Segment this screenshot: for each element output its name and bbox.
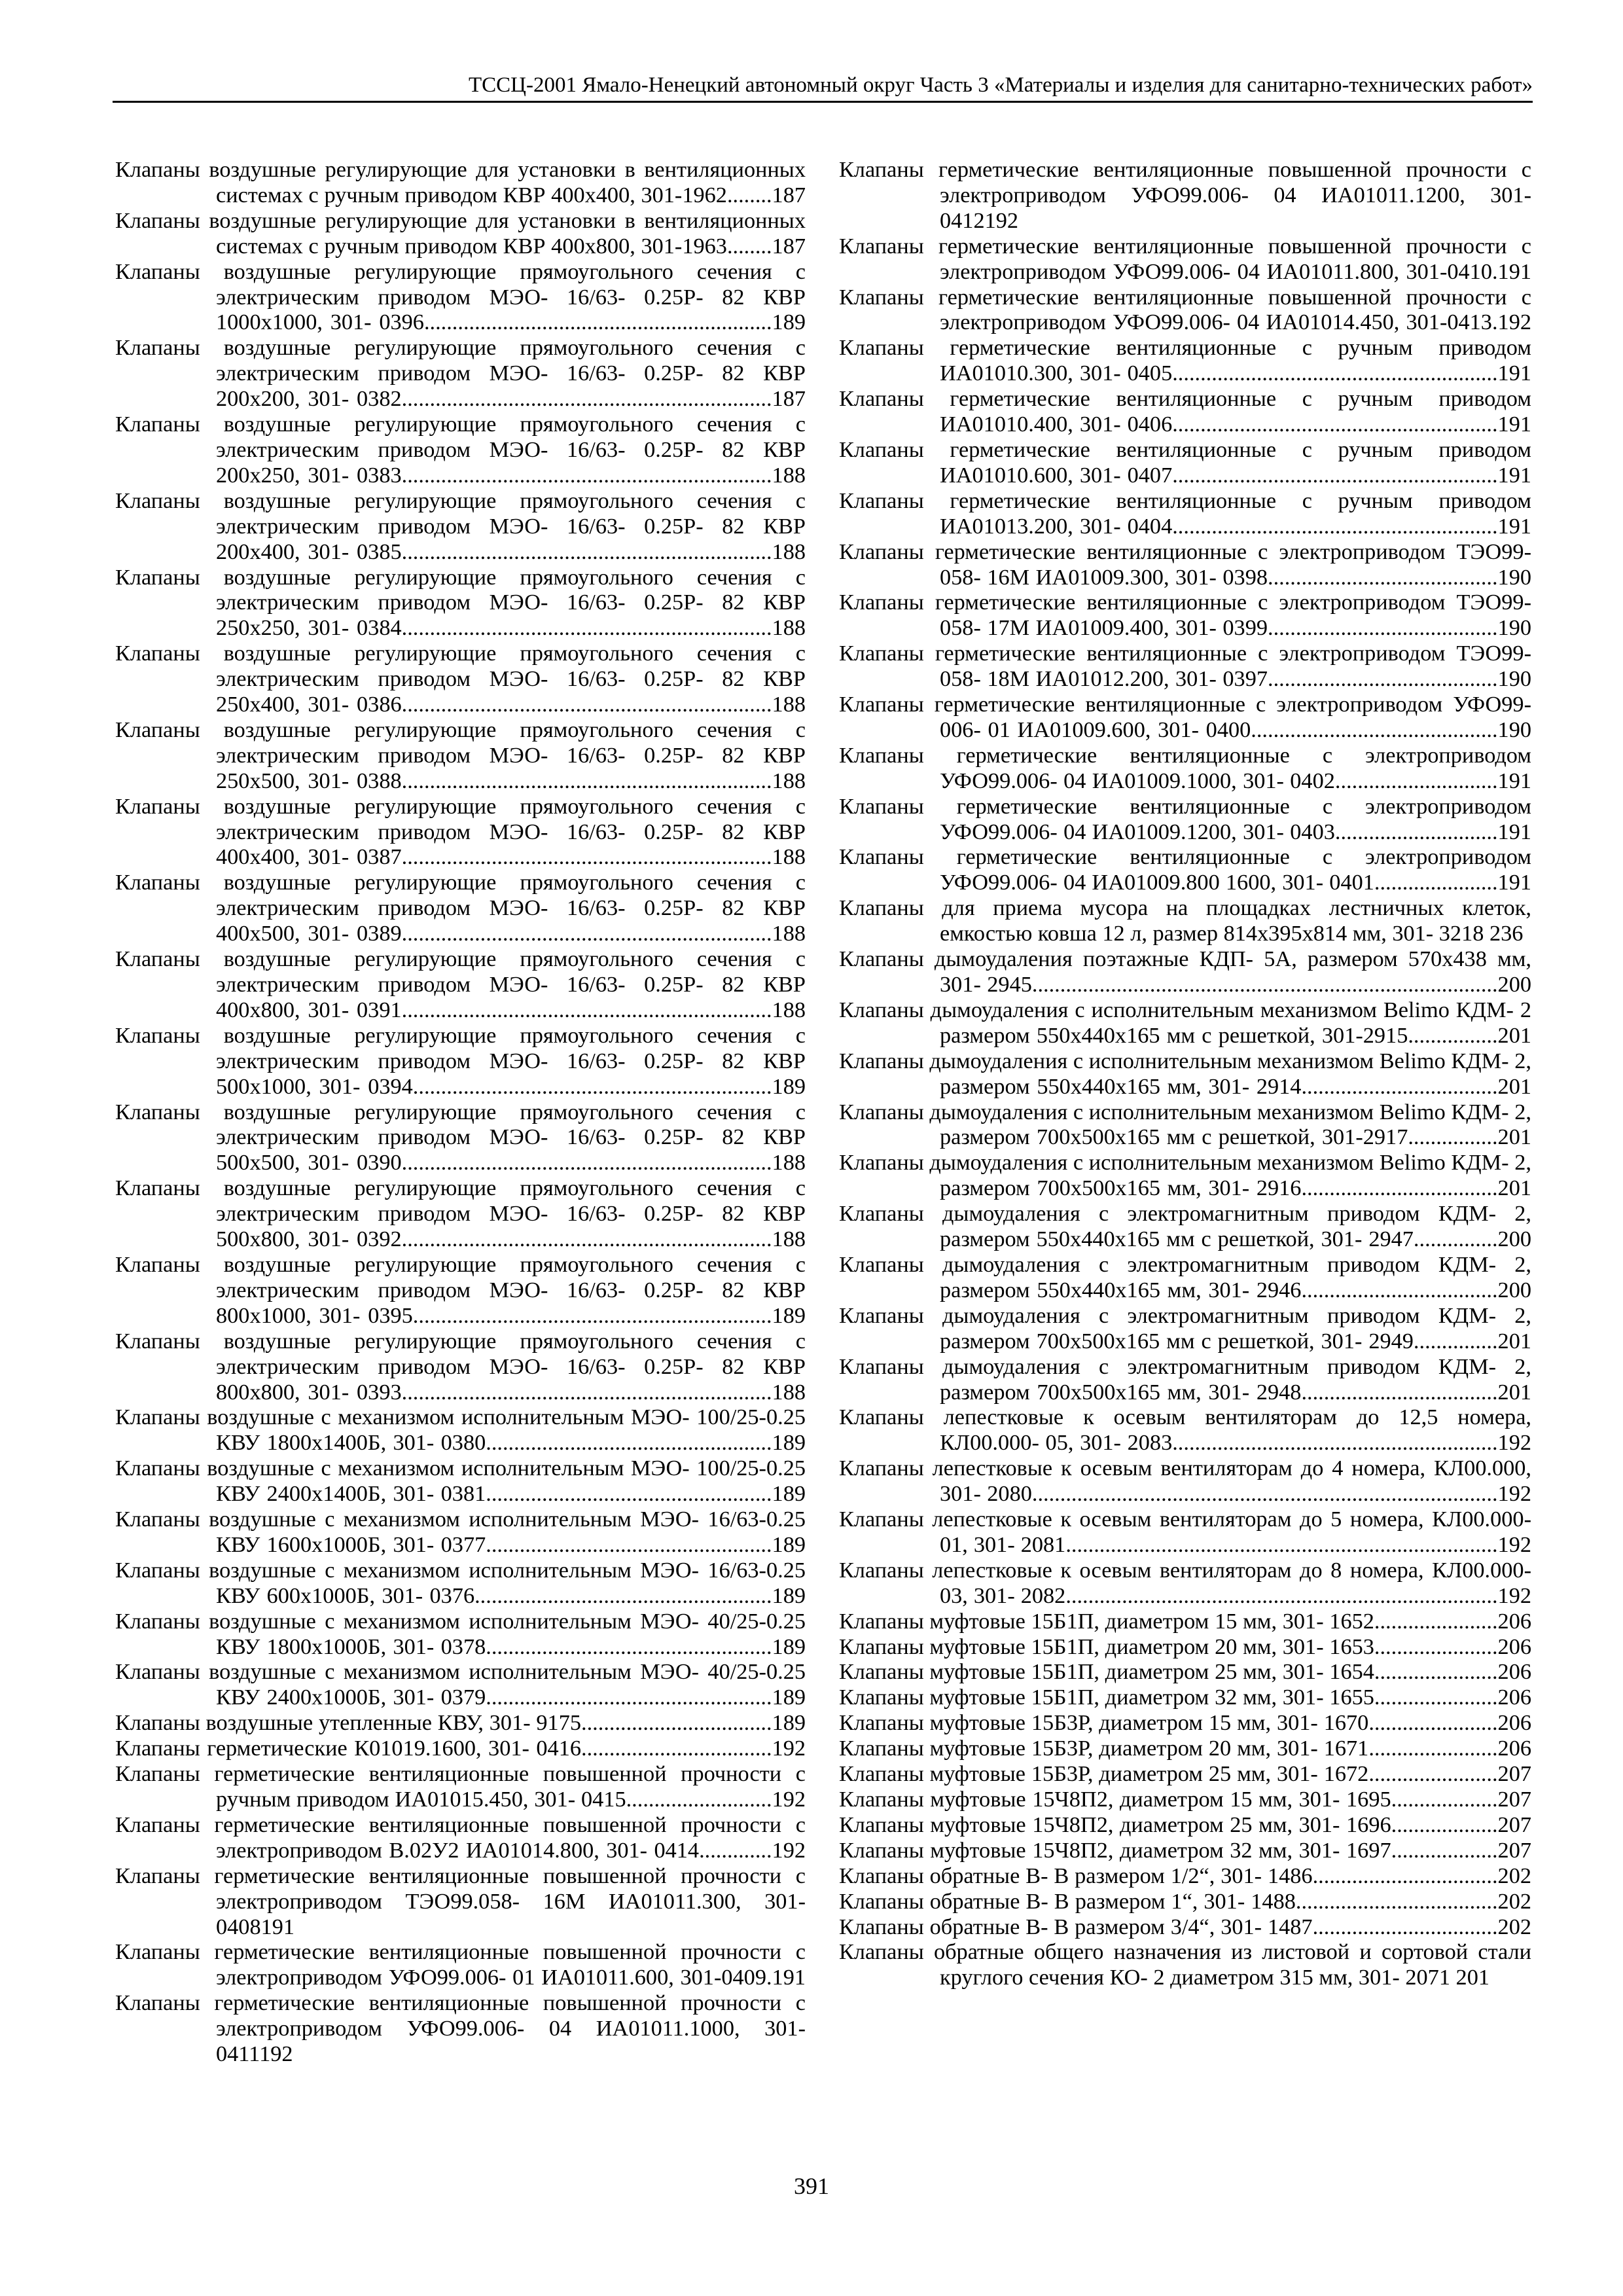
dot-leader: ............... [1413, 1328, 1498, 1354]
index-entry-text: Клапаны воздушные регулирующие прямоугольного сечения с электрическим приводом МЭО- 16/63- 0.25Р- 82 КВР 500х1000, 301- 0394 [115, 1022, 806, 1099]
dot-leader: ........ [726, 182, 772, 207]
index-entry-page: 191 [1497, 870, 1531, 895]
index-entry [115, 946, 806, 1023]
index-entry-page: 189 [772, 1685, 806, 1710]
index-entry-page: 188 [772, 921, 806, 946]
index-entry-page: 188 [772, 462, 806, 488]
index-entry [839, 1507, 1531, 1558]
index-entry [839, 1456, 1531, 1507]
index-entry [839, 1736, 1531, 1761]
index-entry [839, 335, 1531, 386]
index-entry-page: 192 [1497, 1532, 1531, 1557]
index-entry-text: Клапаны герметические вентиляционные повышенной прочности с электроприводом УФО99.006- 04 ИА01011.800, 301-0410 [839, 233, 1531, 284]
index-entry-text: Клапаны воздушные с механизмом исполнительным МЭО- 40/25-0.25 КВУ 1800х1000Б, 301- 0378 [115, 1608, 806, 1659]
index-entry [115, 1175, 806, 1252]
index-entry-page: 191 [1497, 462, 1531, 488]
index-entry [839, 1303, 1531, 1354]
index-entry [839, 641, 1531, 692]
index-entry-page: 207 [1497, 1761, 1531, 1787]
dot-leader: .................................................................. [401, 462, 772, 488]
header-title: ТССЦ-2001 Ямало-Ненецкий автономный округ Часть 3 «Материалы и изделия для санитарно-технических работ» [468, 73, 1533, 97]
index-entry [115, 641, 806, 717]
index-entry-page: 188 [772, 539, 806, 564]
dot-leader: .................................... [1295, 1888, 1498, 1914]
index-entry-page: 202 [1497, 1863, 1531, 1888]
index-entry [839, 1812, 1531, 1838]
dot-leader: ................ [1408, 1022, 1498, 1048]
dot-leader: . [1491, 259, 1498, 284]
index-entry [839, 1863, 1531, 1889]
index-entry-text: Клапаны герметические вентиляционные повышенной прочности с электроприводом УФО99.006- 04 ИА01011.1200, 301-0412 [839, 157, 1531, 233]
index-entry-text: Клапаны дымоудаления с исполнительным механизмом Belimo КДМ- 2, размером 700х500х165 мм с решеткой, 301-2917 [839, 1099, 1531, 1150]
index-entry-page: 189 [772, 1532, 806, 1557]
index-entry-page: 191 [1497, 412, 1531, 437]
dot-leader: ................... [1391, 1812, 1498, 1837]
index-entry-page: 188 [772, 615, 806, 641]
index-entry-text: Клапаны лепестковые к осевым вентиляторам до 12,5 номера, КЛ00.000- 05, 301- 2083 [839, 1405, 1531, 1456]
index-entry-text: Клапаны герметические вентиляционные с электроприводом УФО99.006- 04 ИА01009.800 1600, 301- 0401 [839, 844, 1531, 895]
dot-leader: .................................................................. [401, 768, 772, 793]
index-entry-page: 192 [1497, 310, 1531, 335]
dot-leader: .......................................................... [1172, 462, 1498, 488]
index-entry [839, 1100, 1531, 1151]
index-entry [839, 1889, 1531, 1914]
index-entry-text: Клапаны муфтовые 15Ч8П2, диаметром 32 мм, 301- 1697 [839, 1837, 1391, 1863]
index-entry-page: 191 [1497, 768, 1531, 793]
dot-leader: .................................................................. [401, 615, 772, 641]
index-entry-text: Клапаны муфтовые 15Ч8П2, диаметром 15 мм, 301- 1695 [839, 1787, 1391, 1812]
index-entry-page: 191 [772, 1965, 806, 1990]
dot-leader: . [766, 1965, 772, 1990]
index-entry [839, 844, 1531, 895]
index-entry [839, 488, 1531, 539]
dot-leader: ................................... [1301, 1175, 1498, 1201]
index-entry-text: Клапаны воздушные регулирующие прямоугольного сечения с электрическим приводом МЭО- 16/63- 0.25Р- 82 КВР 800х1000, 301- 0395 [115, 1251, 806, 1328]
dot-leader: ................................................... [486, 1685, 772, 1710]
dot-leader: .................................................................. [401, 1379, 772, 1405]
index-entry-text: Клапаны воздушные с механизмом исполнительным МЭО- 16/63-0.25 КВУ 1600х1000Б, 301- 0377 [115, 1507, 806, 1557]
index-entry [115, 1023, 806, 1100]
index-entry [115, 1252, 806, 1329]
dot-leader: ......................................... [1268, 564, 1498, 590]
index-entry-page: 201 [1497, 1175, 1531, 1201]
index-entry [839, 997, 1531, 1049]
index-column-right [839, 157, 1531, 1990]
index-entry-text: Клапаны герметические вентиляционные повышенной прочности с электроприводом УФО99.006- 04 ИА01011.1000, 301-0411 [115, 1990, 806, 2067]
index-entry [839, 1710, 1531, 1736]
index-entry-text: Клапаны воздушные регулирующие прямоугольного сечения с электрическим приводом МЭО- 16/63- 0.25Р- 82 КВР 500х500, 301- 0390 [115, 1099, 806, 1175]
index-entry-text: Клапаны дымоудаления поэтажные КДП- 5А, размером 570х438 мм, 301- 2945 [839, 946, 1531, 997]
index-entry-text: Клапаны герметические вентиляционные с ручным приводом ИА01010.400, 301- 0406 [839, 386, 1531, 437]
dot-leader: ...................... [1374, 1634, 1498, 1659]
index-entry [839, 1049, 1531, 1100]
index-entry-page: 200 [1497, 1227, 1531, 1252]
index-entry [115, 1990, 806, 2067]
index-entry-page: 206 [1497, 1710, 1531, 1736]
index-entry [115, 1863, 806, 1940]
index-entry-page: 201 [1497, 1328, 1531, 1354]
index-entry [115, 1659, 806, 1710]
index-entry-page: 189 [772, 1302, 806, 1328]
index-entry [115, 717, 806, 794]
index-entry-text: Клапаны воздушные с механизмом исполнительным МЭО- 16/63-0.25 КВУ 600х1000Б, 301- 0376 [115, 1557, 806, 1608]
index-entry-text: Клапаны герметические вентиляционные с электроприводом УФО99- 006- 01 ИА01009.600, 301- 0400 [839, 692, 1531, 742]
index-entry-page: 190 [1497, 564, 1531, 590]
index-entry-page: 189 [772, 1073, 806, 1099]
index-entry [115, 1507, 806, 1558]
dot-leader: ................................................................ [412, 1073, 772, 1099]
index-entry-text: Клапаны воздушные регулирующие для установки в вентиляционных системах с ручным приводом КВР 400х800, 301-1963 [115, 207, 806, 259]
index-entry-page: 188 [772, 768, 806, 793]
index-entry [115, 1761, 806, 1812]
index-entry [115, 1736, 806, 1761]
index-entry-page: 206 [1497, 1685, 1531, 1710]
index-entry-text: Клапаны герметические вентиляционные повышенной прочности с электроприводом УФО99.006- 04 ИА01014.450, 301-0413 [839, 284, 1531, 335]
index-entry-text: Клапаны воздушные регулирующие прямоугольного сечения с электрическим приводом МЭО- 16/63- 0.25Р- 82 КВР 400х400, 301- 0387 [115, 793, 806, 870]
index-entry-page: 201 [1497, 1379, 1531, 1405]
index-entry-text: Клапаны муфтовые 15Б3Р, диаметром 25 мм, 301- 1672 [839, 1761, 1369, 1787]
index-entry [839, 1685, 1531, 1710]
index-entry-page: 192 [772, 1787, 806, 1812]
dot-leader: ....................... [1368, 1761, 1498, 1787]
dot-leader: .......................................................... [1172, 513, 1498, 539]
index-entry-page: 206 [1497, 1736, 1531, 1761]
dot-leader: .................................................................. [401, 1227, 772, 1252]
dot-leader: ............................................................................. [1065, 1583, 1498, 1608]
index-entry [115, 1329, 806, 1405]
index-entry-text: Клапаны воздушные регулирующие прямоугольного сечения с электрическим приводом МЭО- 16/63- 0.25Р- 82 КВР 250х400, 301- 0386 [115, 641, 806, 717]
index-entry-page: 188 [772, 844, 806, 870]
index-entry-text: Клапаны герметические вентиляционные повышенной прочности с электроприводом ТЭО99.058- 16М ИА01011.300, 301-0408 [115, 1863, 806, 1939]
index-entry-page: 192 [772, 1837, 806, 1863]
index-column-left [115, 157, 806, 2067]
index-entry-text: Клапаны обратные общего назначения из листовой и сортовой стали круглого сечения КО- 2 диаметром 315 мм, 301- 2071 201 [839, 1939, 1531, 1990]
index-entry-page: 187 [772, 182, 806, 207]
index-entry-text: Клапаны обратные В- В размером 1/2“, 301- 1486 [839, 1863, 1313, 1888]
index-entry [839, 234, 1531, 285]
index-entry-text: Клапаны дымоудаления с исполнительным механизмом Belimo КДМ- 2, размером 700х500х165 мм, 301- 2916 [839, 1150, 1531, 1201]
index-entry-text: Клапаны герметические вентиляционные с ручным приводом ИА01010.600, 301- 0407 [839, 437, 1531, 488]
index-entry [115, 1812, 806, 1863]
index-entry-page: 202 [1497, 1888, 1531, 1914]
dot-leader: .................................. [581, 1710, 772, 1736]
index-entry-page: 192 [1497, 1583, 1531, 1608]
index-entry [839, 1354, 1531, 1405]
index-entry [839, 1609, 1531, 1634]
index-entry-page: 200 [1497, 1277, 1531, 1302]
index-entry-page: 192 [772, 1736, 806, 1761]
index-entry-text: Клапаны воздушные с механизмом исполнительным МЭО- 100/25-0.25 КВУ 1800х1400Б, 301- 0380 [115, 1405, 806, 1456]
index-entry-text: Клапаны воздушные регулирующие прямоугольного сечения с электрическим приводом МЭО- 16/63- 0.25Р- 82 КВР 400х800, 301- 0391 [115, 946, 806, 1022]
dot-leader: ................................................................................... [1031, 1481, 1498, 1507]
index-entry [839, 285, 1531, 336]
dot-leader: ................... [1391, 1787, 1498, 1812]
index-entry [839, 590, 1531, 641]
index-entry-page: 191 [1497, 259, 1531, 284]
index-entry-text: Клапаны муфтовые 15Б1П, диаметром 25 мм, 301- 1654 [839, 1659, 1374, 1685]
index-entry-text: Клапаны воздушные регулирующие прямоугольного сечения с электрическим приводом МЭО- 16/63- 0.25Р- 82 КВР 250х250, 301- 0384 [115, 564, 806, 641]
dot-leader: ................................... [1301, 1379, 1498, 1405]
index-entry-text: Клапаны герметические вентиляционные повышенной прочности с электроприводом В.02У2 ИА01014.800, 301- 0414 [115, 1812, 806, 1863]
index-entry-page: 191 [260, 1914, 295, 1939]
dot-leader: .................................................................. [401, 1150, 772, 1175]
index-entry-page: 192 [1497, 1481, 1531, 1507]
index-entry-page: 191 [1497, 361, 1531, 386]
dot-leader: ................................... [1301, 1073, 1498, 1099]
dot-leader: ......................................... [1268, 615, 1498, 641]
index-entry [839, 1558, 1531, 1609]
index-entry-page: 190 [1497, 666, 1531, 692]
index-entry-page: 192 [984, 207, 1019, 233]
index-entry-text: Клапаны воздушные регулирующие прямоугольного сечения с электрическим приводом МЭО- 16/63- 0.25Р- 82 КВР 250х500, 301- 0388 [115, 717, 806, 793]
index-entry [839, 1838, 1531, 1863]
index-entry [839, 692, 1531, 743]
index-entry [115, 794, 806, 870]
index-entry [839, 946, 1531, 997]
dot-leader: ................................................... [486, 1481, 772, 1507]
index-entry-text: Клапаны муфтовые 15Б1П, диаметром 20 мм, 301- 1653 [839, 1634, 1374, 1659]
index-entry-page: 188 [772, 1150, 806, 1175]
index-entry [115, 335, 806, 412]
dot-leader: .................................................................. [401, 539, 772, 564]
index-entry [115, 412, 806, 488]
dot-leader: .................................................................. [401, 921, 772, 946]
index-entry-text: Клапаны обратные В- В размером 3/4“, 301- 1487 [839, 1914, 1313, 1939]
dot-leader: ................................................... [486, 1430, 772, 1456]
dot-leader: ................... [1391, 1837, 1498, 1863]
dot-leader: ................ [1408, 1124, 1498, 1150]
index-entry [115, 488, 806, 565]
dot-leader: ............................. [1334, 819, 1498, 844]
index-entry [839, 1634, 1531, 1660]
dot-leader: ................................. [1312, 1863, 1498, 1888]
dot-leader: .......................................................... [1172, 412, 1498, 437]
dot-leader: .................................. [581, 1736, 772, 1761]
index-entry [115, 1456, 806, 1507]
index-entry-text: Клапаны воздушные регулирующие прямоугольного сечения с электрическим приводом МЭО- 16/63- 0.25Р- 82 КВР 200х200, 301- 0382 [115, 335, 806, 412]
index-entry [839, 1787, 1531, 1812]
dot-leader: ....................... [1368, 1710, 1498, 1736]
dot-leader: ...................... [1374, 1608, 1498, 1634]
dot-leader: ...................... [1374, 1659, 1498, 1685]
index-entry-text: Клапаны герметические К01019.1600, 301- 0416 [115, 1736, 582, 1761]
index-entry [839, 1201, 1531, 1252]
index-entry-text: Клапаны дымоудаления с электромагнитным приводом КДМ- 2, размером 550х440х165 мм, 301- 2946 [839, 1251, 1531, 1302]
index-entry-text: Клапаны муфтовые 15Ч8П2, диаметром 25 мм, 301- 1696 [839, 1812, 1391, 1837]
index-entry-page: 189 [772, 1481, 806, 1507]
index-entry-page: 190 [1497, 615, 1531, 641]
dot-leader: ..................................................... [474, 1583, 772, 1608]
index-entry-text: Клапаны герметические вентиляционные с электроприводом УФО99.006- 04 ИА01009.1200, 301- 0403 [839, 793, 1531, 844]
index-entry-text: Клапаны лепестковые к осевым вентиляторам до 4 номера, КЛ00.000, 301- 2080 [839, 1456, 1531, 1507]
dot-leader: ................................... [1301, 1277, 1498, 1302]
index-entry-text: Клапаны муфтовые 15Б3Р, диаметром 20 мм, 301- 1671 [839, 1736, 1369, 1761]
index-entry-page: 188 [772, 997, 806, 1022]
dot-leader: .......................................................... [1172, 1430, 1498, 1456]
index-entry-text: Клапаны герметические вентиляционные с электроприводом ТЭО99- 058- 16М ИА01009.300, 301- 0398 [839, 539, 1531, 590]
index-entry-text: Клапаны муфтовые 15Б1П, диаметром 32 мм, 301- 1655 [839, 1685, 1374, 1710]
index-entry-text: Клапаны воздушные утепленные КВУ, 301- 9175 [115, 1710, 582, 1736]
index-entry [115, 157, 806, 208]
dot-leader: .................................................................. [401, 997, 772, 1022]
index-entry-text: Клапаны воздушные регулирующие прямоугольного сечения с электрическим приводом МЭО- 16/63- 0.25Р- 82 КВР 1000х1000, 301- 0396 [115, 259, 806, 335]
dot-leader: .................................................................. [401, 844, 772, 870]
index-entry-text: Клапаны для приема мусора на площадках лестничных клеток, емкостью ковша 12 л, размер 814х395х814 мм, 301- 3218 236 [839, 895, 1531, 946]
index-entry [839, 437, 1531, 488]
dot-leader: ......................................... [1268, 666, 1498, 692]
index-entry-text: Клапаны муфтовые 15Б1П, диаметром 15 мм, 301- 1652 [839, 1608, 1374, 1634]
dot-leader: ........ [726, 233, 772, 259]
index-entry-text: Клапаны герметические вентиляционные с электроприводом УФО99.006- 04 ИА01009.1000, 301- 0402 [839, 742, 1531, 793]
index-entry-page: 188 [772, 692, 806, 717]
index-entry-page: 206 [1497, 1608, 1531, 1634]
dot-leader: ...................... [1374, 1685, 1498, 1710]
index-entry-page: 202 [1497, 1914, 1531, 1939]
dot-leader: ....................... [1368, 1736, 1498, 1761]
index-entry-page: 201 [1497, 1124, 1531, 1150]
index-entry [115, 259, 806, 336]
index-entry [839, 794, 1531, 845]
index-entry-text: Клапаны воздушные регулирующие прямоугольного сечения с электрическим приводом МЭО- 16/63- 0.25Р- 82 КВР 200х400, 301- 0385 [115, 488, 806, 564]
index-entry-text: Клапаны воздушные регулирующие прямоугольного сечения с электрическим приводом МЭО- 16/63- 0.25Р- 82 КВР 200х250, 301- 0383 [115, 412, 806, 488]
index-entry [839, 1914, 1531, 1940]
index-entry-page: 206 [1497, 1659, 1531, 1685]
index-entry-text: Клапаны муфтовые 15Б3Р, диаметром 15 мм, 301- 1670 [839, 1710, 1369, 1736]
index-entry-text: Клапаны дымоудаления с электромагнитным приводом КДМ- 2, размером 550х440х165 мм с решеткой, 301- 2947 [839, 1201, 1531, 1252]
dot-leader: .............................................................. [423, 310, 772, 335]
index-entry-text: Клапаны герметические вентиляционные с ручным приводом ИА01013.200, 301- 0404 [839, 488, 1531, 539]
dot-leader: ................................................................................... [1031, 972, 1498, 997]
index-entry-text: Клапаны воздушные регулирующие прямоугольного сечения с электрическим приводом МЭО- 16/63- 0.25Р- 82 КВР 500х800, 301- 0392 [115, 1175, 806, 1252]
index-entry-text: Клапаны герметические вентиляционные с электроприводом ТЭО99- 058- 18М ИА01012.200, 301- 0397 [839, 641, 1531, 692]
index-entry [115, 208, 806, 259]
index-entry [839, 539, 1531, 590]
index-entry [115, 1405, 806, 1456]
index-entry [115, 1558, 806, 1609]
index-entry-page: 189 [772, 1634, 806, 1659]
dot-leader: . [1491, 310, 1498, 335]
index-entry-page: 192 [259, 2041, 293, 2067]
index-entry-text: Клапаны герметические вентиляционные повышенной прочности с электроприводом УФО99.006- 01 ИА01011.600, 301-0409 [115, 1939, 806, 1990]
index-entry-page: 207 [1497, 1812, 1531, 1837]
dot-leader: .......................................................... [1172, 361, 1498, 386]
index-entry-page: 207 [1497, 1837, 1531, 1863]
index-entry [115, 1100, 806, 1176]
index-entry [839, 1150, 1531, 1201]
index-entry-page: 189 [772, 1710, 806, 1736]
index-entry-page: 190 [1497, 717, 1531, 742]
index-entry-text: Клапаны герметические вентиляционные повышенной прочности с ручным приводом ИА01015.450, 301- 0415 [115, 1761, 806, 1812]
index-entry [839, 1659, 1531, 1685]
index-entry-page: 188 [772, 1227, 806, 1252]
page-number: 391 [794, 2173, 829, 2199]
index-entry-page: 201 [1497, 1022, 1531, 1048]
dot-leader: .................................................................. [401, 692, 772, 717]
index-entry-text: Клапаны дымоудаления с электромагнитным приводом КДМ- 2, размером 700х500х165 мм, 301- 2948 [839, 1354, 1531, 1405]
index-entry-page: 188 [772, 1379, 806, 1405]
index-entry [115, 1609, 806, 1660]
index-entry-text: Клапаны дымоудаления с электромагнитным приводом КДМ- 2, размером 700х500х165 мм с решеткой, 301- 2949 [839, 1302, 1531, 1354]
index-entry-page: 200 [1497, 972, 1531, 997]
index-entry-text: Клапаны герметические вентиляционные с ручным приводом ИА01010.300, 301- 0405 [839, 335, 1531, 386]
index-entry-page: 189 [772, 1583, 806, 1608]
index-entry [839, 895, 1531, 946]
dot-leader: ................................. [1312, 1914, 1498, 1939]
index-entry [839, 743, 1531, 794]
index-entry-text: Клапаны воздушные с механизмом исполнительным МЭО- 40/25-0.25 КВУ 2400х1000Б, 301- 0379 [115, 1659, 806, 1710]
running-header [113, 71, 1533, 103]
index-entry-page: 189 [772, 310, 806, 335]
dot-leader: .......................... [626, 1787, 772, 1812]
dot-leader: ................................................... [486, 1634, 772, 1659]
index-entry [115, 1939, 806, 1990]
index-entry-page: 187 [772, 233, 806, 259]
index-entry-page: 201 [1497, 1073, 1531, 1099]
index-entry-page: 187 [772, 386, 806, 412]
dot-leader: .................................................................. [401, 386, 772, 412]
index-entry-page: 191 [1497, 513, 1531, 539]
index-entry-page: 191 [1497, 819, 1531, 844]
dot-leader: ............................................................................. [1065, 1532, 1498, 1557]
dot-leader: ............................................ [1251, 717, 1498, 742]
index-entry-text: Клапаны воздушные с механизмом исполнительным МЭО- 100/25-0.25 КВУ 2400х1400Б, 301- 0381 [115, 1456, 806, 1507]
index-entry-text: Клапаны дымоудаления с исполнительным механизмом Belimo КДМ- 2, размером 550х440х165 мм, 301- 2914 [839, 1048, 1531, 1099]
dot-leader: ............................. [1334, 768, 1498, 793]
index-entry [839, 386, 1531, 437]
index-entry [115, 1710, 806, 1736]
dot-leader: ...................... [1374, 870, 1498, 895]
index-entry [839, 1939, 1531, 1990]
index-entry-page: 189 [772, 1430, 806, 1456]
dot-leader: ............. [699, 1837, 772, 1863]
index-entry-text: Клапаны обратные В- В размером 1“, 301- 1488 [839, 1888, 1296, 1914]
index-entry-text: Клапаны дымоудаления с исполнительным механизмом Belimo КДМ- 2 размером 550х440х165 мм с решеткой, 301-2915 [839, 997, 1531, 1048]
index-entry [839, 157, 1531, 234]
index-entry-page: 206 [1497, 1634, 1531, 1659]
index-entry-text: Клапаны воздушные регулирующие прямоугольного сечения с электрическим приводом МЭО- 16/63- 0.25Р- 82 КВР 800х800, 301- 0393 [115, 1328, 806, 1405]
dot-leader: ............... [1413, 1227, 1498, 1252]
dot-leader: ................................................................ [412, 1302, 772, 1328]
index-entry-text: Клапаны лепестковые к осевым вентиляторам до 5 номера, КЛ00.000- 01, 301- 2081 [839, 1507, 1531, 1557]
index-entry-text: Клапаны воздушные регулирующие для установки в вентиляционных системах с ручным приводом КВР 400х400, 301-1962 [115, 157, 806, 207]
index-entry-text: Клапаны воздушные регулирующие прямоугольного сечения с электрическим приводом МЭО- 16/63- 0.25Р- 82 КВР 400х500, 301- 0389 [115, 870, 806, 946]
index-entry [839, 1761, 1531, 1787]
index-entry [115, 565, 806, 641]
index-entry [115, 870, 806, 946]
index-entry-text: Клапаны лепестковые к осевым вентиляторам до 8 номера, КЛ00.000- 03, 301- 2082 [839, 1557, 1531, 1608]
dot-leader: ................................................... [486, 1532, 772, 1557]
index-entry-page: 207 [1497, 1787, 1531, 1812]
index-entry-text: Клапаны герметические вентиляционные с электроприводом ТЭО99- 058- 17М ИА01009.400, 301- 0399 [839, 590, 1531, 641]
index-entry [839, 1252, 1531, 1303]
index-entry-page: 192 [1497, 1430, 1531, 1456]
index-entry [839, 1405, 1531, 1456]
